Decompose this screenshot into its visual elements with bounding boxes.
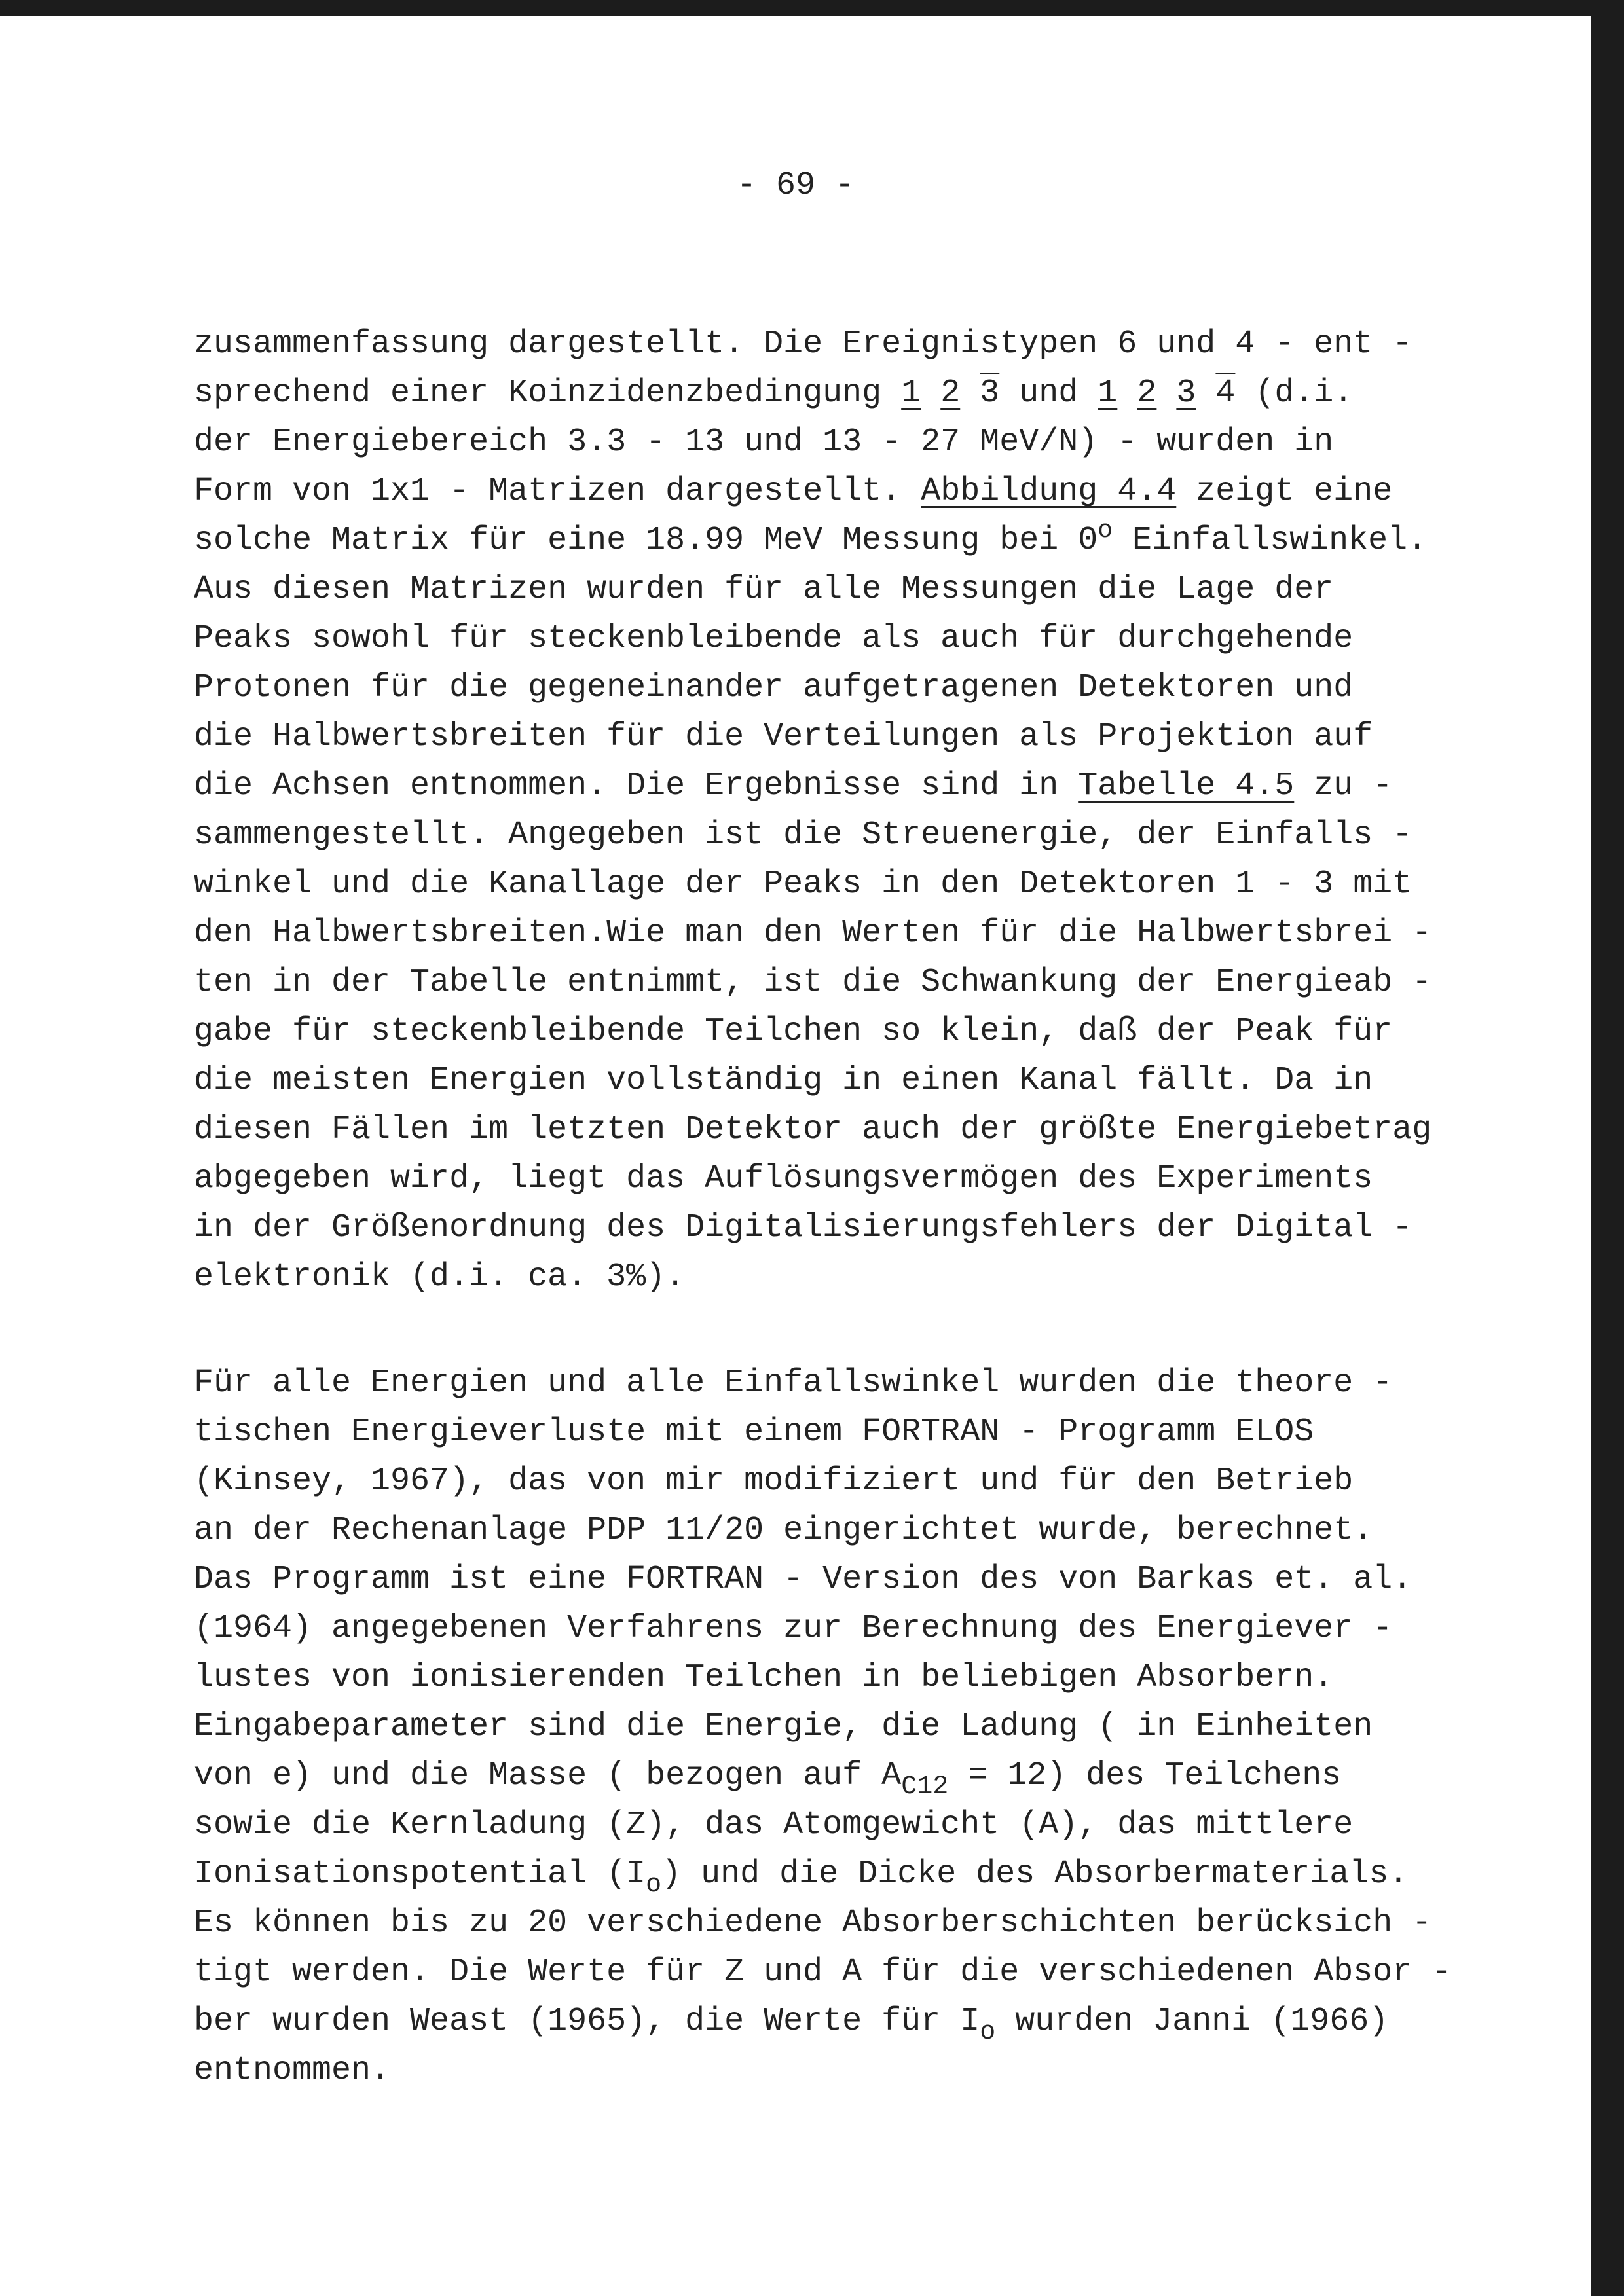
text-segment: Ionisationspotential (I bbox=[194, 1855, 646, 1893]
text-segment: Form von 1x1 - Matrizen dargestellt. bbox=[194, 473, 921, 510]
text-line: abgegeben wird, liegt das Auflösungsvermögen des Experiments bbox=[194, 1160, 1373, 1197]
text-line: in der Größenordnung des Digitalisierungsfehlers der Digital - bbox=[194, 1209, 1412, 1247]
underlined-digit: 3 bbox=[1176, 374, 1196, 412]
text-line: gabe für steckenbleibende Teilchen so klein, daß der Peak für bbox=[194, 1013, 1393, 1050]
text-line: die meisten Energien vollständig in einen Kanal fällt. Da in bbox=[194, 1062, 1373, 1099]
text-line: Es können bis zu 20 verschiedene Absorberschichten berücksich - bbox=[194, 1904, 1432, 1942]
text-line: winkel und die Kanallage der Peaks in den Detektoren 1 - 3 mit bbox=[194, 866, 1412, 903]
subscript: o bbox=[980, 2018, 996, 2047]
text-segment bbox=[1117, 374, 1137, 412]
text-line: diesen Fällen im letzten Detektor auch der größte Energiebetrag bbox=[194, 1111, 1432, 1148]
text-segment: zeigt eine bbox=[1176, 473, 1393, 510]
text-segment: (d.i. bbox=[1235, 374, 1354, 412]
text-segment: solche Matrix für eine 18.99 MeV Messung bei 0 bbox=[194, 522, 1098, 559]
text-line: (Kinsey, 1967), das von mir modifiziert und für den Betrieb bbox=[194, 1463, 1354, 1500]
underlined-digit: 2 bbox=[1137, 374, 1157, 412]
subscript: C12 bbox=[901, 1772, 949, 1802]
text-segment: ber wurden Weast (1965), die Werte für I bbox=[194, 2003, 980, 2040]
text-segment bbox=[960, 374, 980, 412]
text-line: lustes von ionisierenden Teilchen in beliebigen Absorbern. bbox=[194, 1659, 1334, 1696]
text-line: elektronik (d.i. ca. 3%). bbox=[194, 1258, 686, 1296]
subscript: o bbox=[646, 1870, 662, 1900]
text-line: sammengestellt. Angegeben ist die Streuenergie, der Einfalls - bbox=[194, 816, 1412, 854]
underlined-digit: 2 bbox=[940, 374, 961, 412]
text-line: Für alle Energien und alle Einfallswinkel wurden die theore - bbox=[194, 1364, 1393, 1402]
text-segment: von e) und die Masse ( bezogen auf A bbox=[194, 1757, 902, 1795]
text-line bbox=[194, 1997, 1388, 2046]
figure-reference: Abbildung 4.4 bbox=[921, 473, 1177, 510]
text-segment: zu - bbox=[1294, 767, 1393, 805]
text-line bbox=[194, 369, 1353, 418]
text-segment bbox=[1196, 374, 1215, 412]
text-line: ten in der Tabelle entnimmt, ist die Schwankung der Energieab - bbox=[194, 964, 1432, 1001]
text-line: an der Rechenanlage PDP 11/20 eingerichtet wurde, berechnet. bbox=[194, 1512, 1373, 1549]
text-segment: Einfallswinkel. bbox=[1113, 522, 1428, 559]
text-line bbox=[194, 761, 1392, 811]
text-line: tischen Energieverluste mit einem FORTRAN - Programm ELOS bbox=[194, 1413, 1314, 1451]
text-segment: und bbox=[999, 374, 1098, 412]
text-line: tigt werden. Die Werte für Z und A für die verschiedenen Absor - bbox=[194, 1954, 1452, 1991]
overlined-digit: 4 bbox=[1215, 374, 1236, 412]
text-line bbox=[194, 1850, 1408, 1899]
underlined-digit: 1 bbox=[901, 374, 921, 412]
text-line: Peaks sowohl für steckenbleibende als auch für durchgehende bbox=[194, 620, 1354, 657]
text-segment: die Achsen entnommen. Die Ergebnisse sind in bbox=[194, 767, 1079, 805]
text-line: (1964) angegebenen Verfahrens zur Berechnung des Energiever - bbox=[194, 1610, 1393, 1647]
text-line: Das Programm ist eine FORTRAN - Version des von Barkas et. al. bbox=[194, 1561, 1412, 1598]
text-line bbox=[194, 1751, 1341, 1800]
text-line: die Halbwertsbreiten für die Verteilungen als Projektion auf bbox=[194, 718, 1373, 756]
overlined-digit: 3 bbox=[980, 374, 1000, 412]
text-line: den Halbwertsbreiten.Wie man den Werten für die Halbwertsbrei - bbox=[194, 915, 1432, 952]
table-reference: Tabelle 4.5 bbox=[1078, 767, 1295, 805]
document-page bbox=[0, 16, 1591, 2296]
text-line: Eingabeparameter sind die Energie, die Ladung ( in Einheiten bbox=[194, 1708, 1373, 1745]
text-line: zusammenfassung dargestellt. Die Ereignistypen 6 und 4 - ent - bbox=[194, 325, 1412, 363]
degree-superscript: o bbox=[1098, 517, 1113, 545]
text-segment: = 12) des Teilchens bbox=[948, 1757, 1342, 1795]
text-segment bbox=[1156, 374, 1176, 412]
text-segment: sprechend einer Koinzidenzbedingung bbox=[194, 374, 902, 412]
text-line bbox=[194, 516, 1427, 565]
page-number: - 69 - bbox=[736, 167, 855, 204]
text-line: sowie die Kernladung (Z), das Atomgewicht (A), das mittlere bbox=[194, 1806, 1354, 1844]
text-line: Aus diesen Matrizen wurden für alle Messungen die Lage der bbox=[194, 571, 1334, 608]
text-segment: ) und die Dicke des Absorbermaterials. bbox=[661, 1855, 1409, 1893]
text-line: Protonen für die gegeneinander aufgetragenen Detektoren und bbox=[194, 669, 1354, 706]
text-line: der Energiebereich 3.3 - 13 und 13 - 27 MeV/N) - wurden in bbox=[194, 424, 1334, 461]
underlined-digit: 1 bbox=[1098, 374, 1118, 412]
text-segment bbox=[921, 374, 940, 412]
text-segment: wurden Janni (1966) bbox=[995, 2003, 1389, 2040]
text-line: entnommen. bbox=[194, 2052, 391, 2089]
text-line bbox=[194, 467, 1392, 516]
